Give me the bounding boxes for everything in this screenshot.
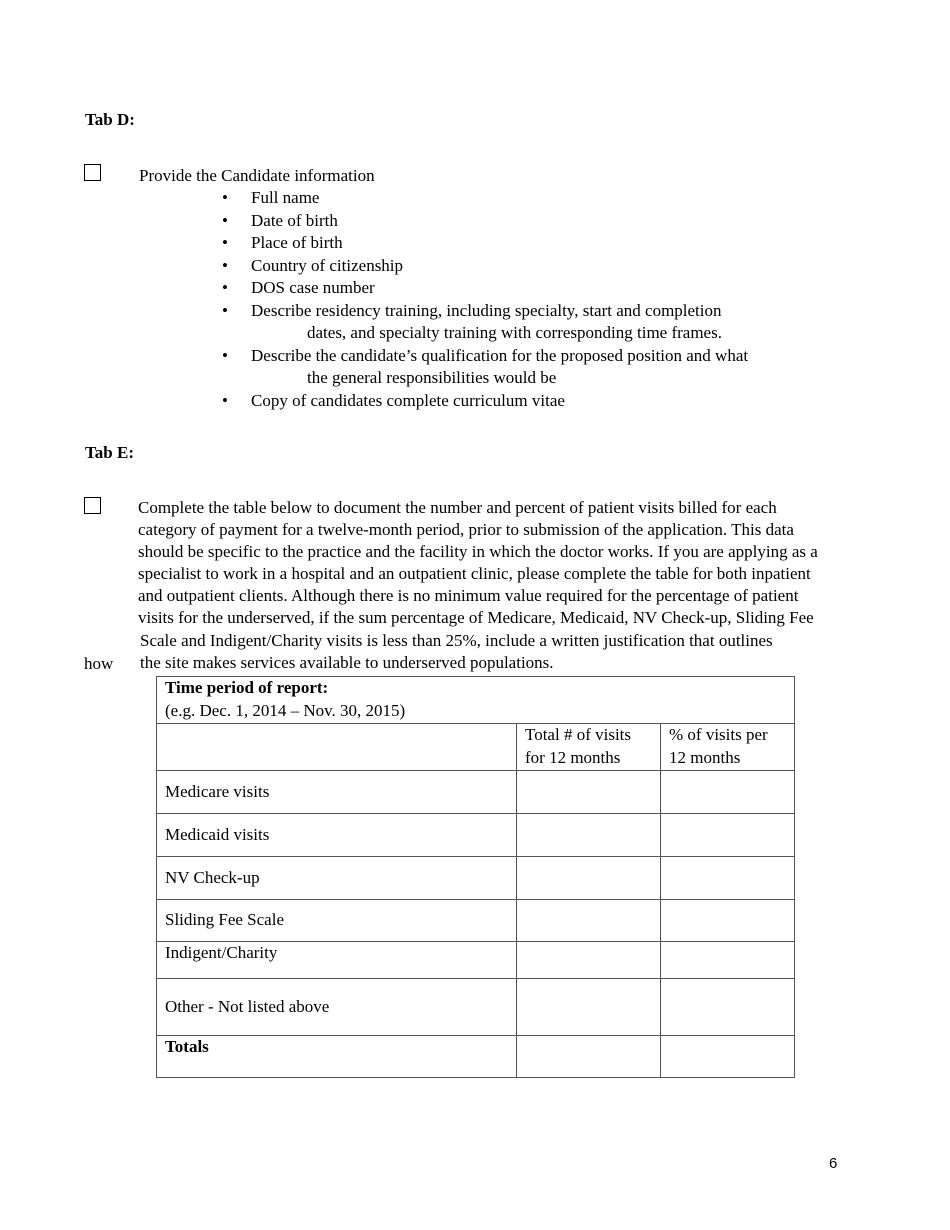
row-label-totals: Totals [157,1036,517,1078]
table-row [157,771,795,814]
table-row [157,814,795,857]
row-label-sliding-fee: Sliding Fee Scale [157,900,517,942]
total-visits-input[interactable] [517,979,661,1036]
visits-table [156,676,795,1078]
list-item: • Describe residency training, including specialty, start and completion dates, and specialty training with corresponding time frames. [222,300,722,342]
row-label-medicare: Medicare visits [157,771,517,814]
tab-e-instructions: Complete the table below to document the number and percent of patient visits billed for each category of payment for a twelve-month period, prior to submission of the application. This data should be specific to the practice and the facility in which the doctor works. If you are applying as a specialist to work in a hospital and an outpatient clinic, please complete the table for both inpatient and outpatient clients. Although there is no minimum value required for the percentage of patient visits for the underserved, if the sum percentage of Medicare, Medicaid, NV Check-up, Sliding Fee Scale and Indigent/Charity visits is less than 25%, include a written justification that outlines the site makes services available to underserved populations. [138,498,818,672]
tab-d-checkbox[interactable] [84,164,101,181]
table-row [157,979,795,1036]
tab-e-heading: Tab E: [85,443,134,462]
table-row [157,1036,795,1078]
list-item: • DOS case number [222,278,375,297]
total-visits-input[interactable] [517,942,661,979]
percent-visits-input[interactable] [661,771,795,814]
percent-visits-input[interactable] [661,942,795,979]
total-visits-input[interactable] [517,814,661,857]
row-label-other: Other - Not listed above [157,979,517,1036]
list-item: • Copy of candidates complete curriculum vitae [222,390,565,410]
table-row [157,942,795,979]
list-item: • Describe the candidate’s qualification for the proposed position and what the general responsibilities would be [222,345,749,387]
candidate-info-list [222,187,822,412]
list-item: • Place of birth [222,233,343,252]
total-visits-input[interactable] [517,771,661,814]
list-item: • Full name [222,188,320,207]
percent-visits-input[interactable] [661,814,795,857]
time-period-label: Time period of report: [165,678,329,697]
how-word: how [84,654,114,673]
row-label-medicaid: Medicaid visits [157,814,517,857]
total-visits-input[interactable] [517,857,661,900]
tab-d-heading: Tab D: [85,110,135,129]
time-period-example: (e.g. Dec. 1, 2014 – Nov. 30, 2015) [165,700,406,720]
column-header-percent: % of visits per 12 months [661,724,795,771]
table-header-row [157,724,795,771]
row-label-indigent: Indigent/Charity [157,942,517,979]
table-row [157,857,795,900]
total-visits-input[interactable] [517,900,661,942]
list-item: • Country of citizenship [222,255,404,275]
time-period-cell[interactable] [157,677,795,724]
percent-visits-input[interactable] [661,1036,795,1078]
table-row [157,900,795,942]
percent-visits-input[interactable] [661,857,795,900]
table-row [157,677,795,724]
list-item: • Date of birth [222,210,338,230]
page-number: 6 [829,1155,838,1172]
table-cell [157,724,517,771]
percent-visits-input[interactable] [661,979,795,1036]
column-header-total: Total # of visits for 12 months [517,724,661,771]
percent-visits-input[interactable] [661,900,795,942]
tab-e-checkbox[interactable] [84,497,101,514]
total-visits-input[interactable] [517,1036,661,1078]
tab-d-intro: Provide the Candidate information [139,166,375,185]
row-label-nv-checkup: NV Check-up [157,857,517,900]
